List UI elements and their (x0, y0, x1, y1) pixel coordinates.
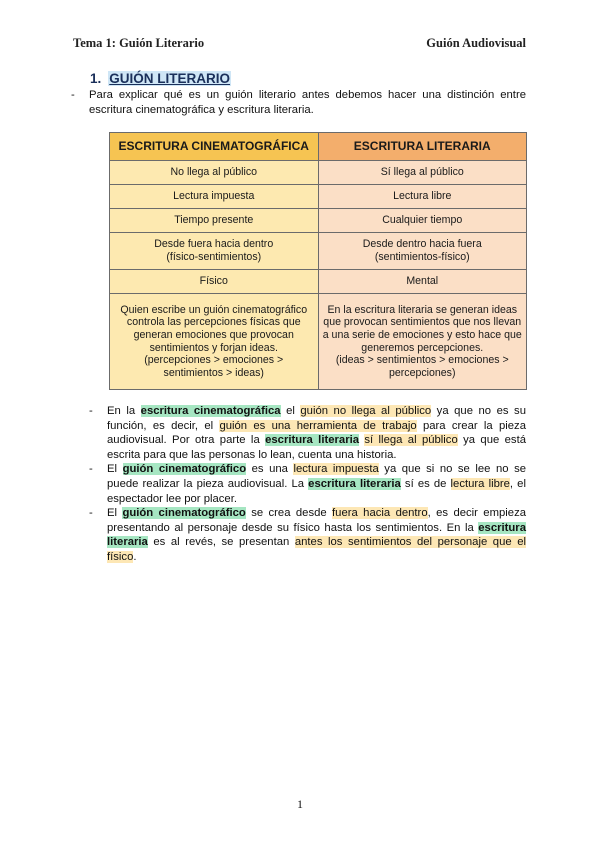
highlight-green: escritura literaria (107, 521, 526, 549)
text-run: En la (107, 405, 141, 417)
table-header-row (110, 133, 527, 161)
cell-subline: (sentimientos-físico) (374, 251, 470, 263)
table-cell: Lectura impuesta (110, 185, 319, 209)
text-run: ya que si no se lee no se puede realizar la pieza audiovisual. La (107, 463, 526, 490)
highlight-green: guión cinematográfico (122, 507, 246, 520)
header-left: Tema 1: Guión Literario (73, 36, 205, 50)
text-run: El (107, 463, 123, 476)
page-number: 1 (297, 797, 303, 811)
list-item (89, 506, 527, 564)
highlight-yellow: guión es una herramienta de trabajo (219, 419, 417, 432)
section-title (90, 71, 231, 86)
text-run: . (133, 550, 137, 563)
highlight-green: guión cinematográfico (122, 463, 247, 476)
table-cell: No llega al público (110, 161, 319, 185)
text-run: ya que no es su función, es decir, el (107, 405, 526, 432)
text-run: es al revés, se presentan (147, 536, 295, 549)
bullet-dash: - (89, 507, 93, 520)
text-run: se crea desde (245, 507, 333, 520)
header-literaria: ESCRITURA LITERARIA (318, 133, 527, 161)
table-row (110, 161, 527, 185)
table-cell: Físico (110, 270, 319, 294)
highlight-green: escritura literaria (308, 477, 401, 490)
table-cell: Sí llega al público (318, 161, 527, 185)
bullet-dash: - (71, 89, 75, 101)
highlight-yellow: fuera hacia dentro (332, 507, 428, 520)
list-item (89, 462, 526, 506)
cell-paragraph: Quien escribe un guión cinematográfico controla las percepciones físicas que generan emociones que provocan sentimientos y forjan ideas. (120, 303, 308, 354)
intro-text: Para explicar qué es un guión literario antes debemos hacer una distinción entre escritura cinematográfica y escritura literaria. (89, 89, 526, 116)
table-cell (110, 294, 319, 390)
cell-line: Desde dentro hacia fuera (362, 238, 482, 251)
header-cinematografica: ESCRITURA CINEMATOGRÁFICA (110, 133, 319, 161)
list-item (89, 404, 526, 462)
highlight-yellow: lectura libre (450, 477, 510, 490)
table-row (110, 270, 527, 294)
text-run: para crear la pieza audiovisual. Por otra parte la (107, 419, 526, 447)
table-cell: Tiempo presente (110, 209, 319, 233)
table-cell (318, 294, 527, 390)
section-number: 1. (90, 71, 102, 86)
header-right: Guión Audiovisual (426, 36, 526, 50)
table-row (110, 294, 527, 390)
cell-subline: (físico-sentimientos) (166, 251, 262, 263)
highlight-yellow: guión no llega al público (300, 405, 432, 417)
bullet-dash: - (89, 405, 93, 417)
table-row (110, 185, 527, 209)
table-row (110, 233, 527, 270)
highlight-yellow: antes los sentimientos del personaje que el físico (107, 536, 526, 563)
highlight-yellow: lectura impuesta (293, 463, 379, 476)
table-row (110, 209, 527, 233)
cell-subline: (ideas > sentimientos > emociones > percepciones) (335, 354, 509, 379)
highlight-green: escritura literaria (265, 434, 360, 447)
comparison-table (109, 132, 527, 390)
cell-paragraph: En la escritura literaria se generan ideas que provocan sentimientos que nos llevan a una serie de emociones y esto hace que generemos percepciones. (322, 303, 522, 354)
section-title-text: GUIÓN LITERARIO (109, 71, 231, 86)
text-run: el (280, 405, 301, 417)
bullet-list (89, 404, 527, 565)
highlight-yellow: sí llega al público (364, 434, 458, 447)
table-cell: Mental (318, 270, 527, 294)
text-run: es una (246, 463, 294, 476)
cell-line: Desde fuera hacia dentro (154, 238, 274, 251)
bullet-dash: - (89, 463, 93, 476)
cell-subline: (percepciones > emociones > sentimientos > ideas) (144, 354, 284, 379)
text-run: , el espectador lee por placer. (107, 477, 526, 505)
text-run: El (107, 507, 123, 520)
intro-paragraph (71, 88, 526, 117)
table-cell: Lectura libre (318, 185, 527, 209)
text-run: sí es de (400, 477, 451, 490)
text-run: , es decir empieza presentando al personaje desde su físico hasta los sentimientos. En la (107, 507, 527, 534)
table-cell (318, 233, 527, 270)
highlight-green: escritura cinematográfica (140, 405, 281, 417)
table-cell: Cualquier tiempo (318, 209, 527, 233)
table-cell (110, 233, 319, 270)
text-run: ya que está escrita para que las personas lo lean, cuenta una historia. (107, 434, 526, 461)
